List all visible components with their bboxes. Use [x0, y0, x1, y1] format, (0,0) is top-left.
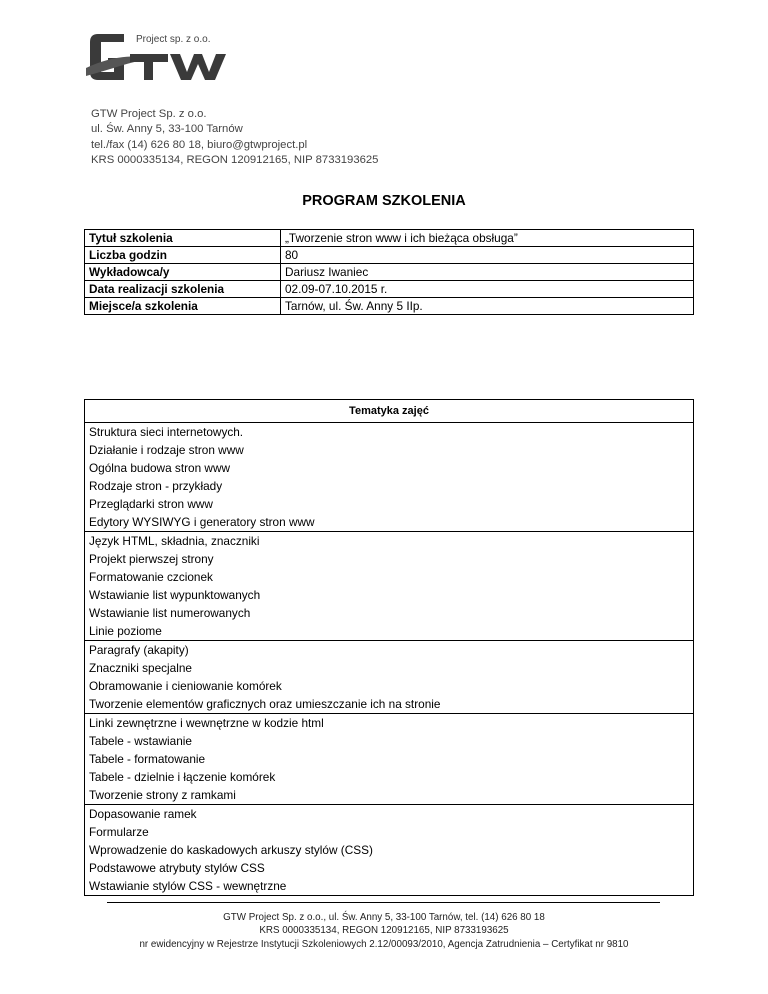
footer-line: GTW Project Sp. z o.o., ul. Św. Anny 5, 33-100 Tarnów, tel. (14) 626 80 18 — [223, 912, 545, 923]
info-value: Dariusz Iwaniec — [281, 264, 694, 281]
info-row — [85, 264, 694, 281]
topic-group — [85, 714, 694, 805]
topic-item: Rodzaje stron - przykłady — [89, 479, 223, 493]
topic-item: Podstawowe atrybuty stylów CSS — [89, 861, 265, 875]
info-label: Data realizacji szkolenia — [85, 281, 281, 298]
topic-item: Dopasowanie ramek — [89, 807, 197, 821]
topic-item: Ogólna budowa stron www — [89, 461, 230, 475]
footer-line: nr ewidencyjny w Rejestrze Instytucji Szkoleniowych 2.12/00093/2010, Agencja Zatrudnienia – Certyfikat nr 9810 — [139, 938, 629, 950]
page-footer — [0, 911, 768, 951]
info-row — [85, 230, 694, 247]
info-value: 02.09-07.10.2015 r. — [281, 281, 694, 298]
topic-item: Linie poziome — [89, 624, 162, 638]
address-line: ul. Św. Anny 5, 33-100 Tarnów — [91, 123, 243, 136]
training-info-table — [84, 229, 694, 315]
topic-item: Tabele - dzielnie i łączenie komórek — [89, 770, 276, 784]
logo-t-shape — [130, 54, 168, 80]
gtw-project-logo — [84, 28, 244, 90]
info-row — [85, 247, 694, 264]
footer-divider — [107, 902, 660, 903]
topic-group — [85, 532, 694, 641]
topic-item: Edytory WYSIWYG i generatory stron www — [89, 515, 315, 529]
info-value: „Tworzenie stron www i ich bieżąca obsługa” — [281, 230, 694, 247]
info-label: Wykładowca/y — [85, 264, 281, 281]
topic-item: Projekt pierwszej strony — [89, 552, 214, 566]
topic-item: Formatowanie czcionek — [89, 570, 213, 584]
address-line: tel./fax (14) 626 80 18, biuro@gtwproject.pl — [91, 138, 308, 151]
info-value: 80 — [281, 247, 694, 264]
info-label: Tytuł szkolenia — [85, 230, 281, 247]
topic-item: Struktura sieci internetowych. — [89, 425, 244, 439]
info-row — [85, 281, 694, 298]
topic-item: Tworzenie strony z ramkami — [89, 788, 236, 802]
topic-item: Tworzenie elementów graficznych oraz umieszczanie ich na stronie — [89, 697, 441, 711]
document-title: PROGRAM SZKOLENIA — [302, 193, 466, 209]
topic-group — [85, 641, 694, 714]
topic-item: Wstawianie list wypunktowanych — [89, 588, 261, 602]
topic-group — [85, 805, 694, 896]
topic-item: Formularze — [89, 825, 149, 839]
info-row — [85, 298, 694, 315]
topic-item: Wprowadzenie do kaskadowych arkuszy stylów (CSS) — [89, 843, 373, 857]
info-label: Miejsce/a szkolenia — [85, 298, 281, 315]
footer-line: KRS 0000335134, REGON 120912165, NIP 8733193625 — [259, 925, 509, 937]
topic-item: Wstawianie stylów CSS - wewnętrzne — [89, 879, 287, 893]
topic-item: Znaczniki specjalne — [89, 661, 192, 675]
company-address — [91, 107, 378, 169]
address-line: KRS 0000335134, REGON 120912165, NIP 8733193625 — [91, 154, 379, 167]
topic-item: Paragrafy (akapity) — [89, 643, 189, 657]
logo-tagline: Project sp. z o.o. — [136, 34, 211, 45]
address-line: GTW Project Sp. z o.o. — [91, 108, 207, 120]
topic-item: Działanie i rodzaje stron www — [89, 443, 244, 457]
logo-w-shape — [170, 54, 226, 80]
info-value: Tarnów, ul. Św. Anny 5 IIp. — [281, 298, 694, 315]
topics-header: Tematyka zajęć — [85, 400, 694, 423]
topic-item: Język HTML, składnia, znaczniki — [89, 534, 260, 548]
topic-group — [85, 423, 694, 532]
topic-item: Tabele - wstawianie — [89, 734, 192, 748]
topic-item: Obramowanie i cieniowanie komórek — [89, 679, 282, 693]
topics-table — [84, 399, 694, 896]
topic-item: Tabele - formatowanie — [89, 752, 206, 766]
topic-item: Przeglądarki stron www — [89, 497, 213, 511]
topic-item: Linki zewnętrzne i wewnętrzne w kodzie html — [89, 716, 324, 730]
topic-item: Wstawianie list numerowanych — [89, 606, 251, 620]
info-label: Liczba godzin — [85, 247, 281, 264]
